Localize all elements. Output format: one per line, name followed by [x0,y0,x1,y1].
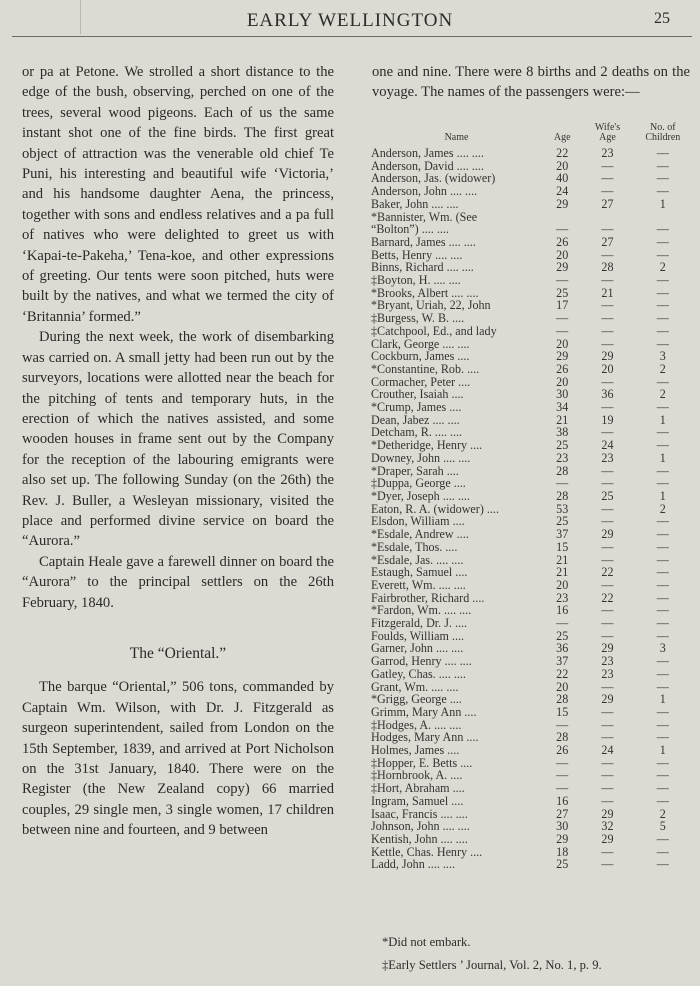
passenger-name: ‡Hornbrook, A. .... [371,768,463,783]
paragraph-farewell-dinner: Captain Heale gave a farewell dinner on board the “Aurora” to the principal settlers on the 26th February, 1840. [22,553,334,611]
passenger-age: 15 [556,704,569,719]
passenger-wife-age: 23 [601,450,614,465]
passenger-children: — [656,527,669,542]
passenger-name: Everett, Wm. .... .... [371,577,466,592]
passenger-children: — [656,463,669,478]
table-row [371,617,693,630]
passenger-wife-age: — [601,603,614,618]
children-line-2: Children [645,132,681,143]
passenger-age: 20 [556,577,569,592]
passenger-wife-age: — [601,768,614,783]
passenger-age: — [556,616,569,631]
passenger-age: — [556,476,569,491]
passenger-age: — [556,323,569,338]
table-row [371,566,693,579]
footnotes [382,931,692,977]
passenger-wife-age: — [601,463,614,478]
passenger-wife-age: — [601,857,614,872]
passenger-children: — [656,844,669,859]
table-row [371,236,693,249]
passenger-name: Cormacher, Peter .... [371,374,471,389]
passenger-wife-age: — [601,425,614,440]
passenger-wife-age: — [601,171,614,186]
passenger-age: 53 [556,501,569,516]
passenger-age: — [556,273,569,288]
passenger-age: 22 [556,666,569,681]
passenger-children: 1 [659,412,666,427]
passenger-wife-age: 24 [601,438,614,453]
passenger-children: 1 [659,488,666,503]
passenger-age: 20 [556,679,569,694]
passenger-table [371,123,693,871]
passenger-wife-age: — [601,336,614,351]
passenger-name: Ladd, John .... .... [371,857,455,872]
passenger-children: — [656,654,669,669]
passenger-children: — [656,552,669,567]
passenger-list-intro: one and nine. There were 8 births and 2 deaths on the voyage. The names of the passengers were:— [372,64,690,101]
passenger-children: — [656,704,669,719]
passenger-name: Elsdon, William .... [371,514,465,529]
passenger-wife-age: — [601,679,614,694]
passenger-wife-age: 27 [601,234,614,249]
passenger-children: — [656,565,669,580]
passenger-age: — [556,755,569,770]
passenger-name: *Crump, James .... [371,400,462,415]
passenger-name: *Brooks, Albert .... .... [371,285,479,300]
passenger-age: 23 [556,590,569,605]
column-header-name: Name [444,132,469,143]
passenger-name: Grant, Wm. .... .... [371,679,459,694]
passenger-wife-age: — [601,400,614,415]
passenger-children: — [656,425,669,440]
passenger-wife-age: — [601,755,614,770]
passenger-wife-age: 22 [601,565,614,580]
passenger-children: 1 [659,450,666,465]
passenger-name: *Detheridge, Henry .... [371,438,483,453]
passenger-age: 34 [556,400,569,415]
passenger-age: 21 [556,412,569,427]
passenger-wife-age: — [601,476,614,491]
passenger-age: 18 [556,844,569,859]
passenger-age: 28 [556,488,569,503]
passenger-age: 21 [556,565,569,580]
passenger-name: *Esdale, Thos. .... [371,539,458,554]
passenger-name: Anderson, David .... .... [371,158,484,173]
passenger-children: — [656,781,669,796]
passenger-name: Dean, Jabez .... .... [371,412,460,427]
passenger-children: 2 [659,806,666,821]
table-row [371,668,693,681]
passenger-name: Johnson, John .... .... [371,819,470,834]
passenger-children: — [656,476,669,491]
passenger-age: — [556,781,569,796]
passenger-children: — [656,158,669,173]
passenger-age: 22 [556,146,569,160]
passenger-name: Kentish, John .... .... [371,831,468,846]
passenger-wife-age: 23 [601,654,614,669]
section-heading-oriental: The “Oriental.” [129,644,227,662]
passenger-wife-age: 29 [601,349,614,364]
passenger-name: Binns, Richard .... .... [371,260,474,275]
passenger-children: 1 [659,692,666,707]
passenger-name: Hodges, Mary Ann .... [371,730,479,745]
passenger-age: 26 [556,743,569,758]
table-row [371,325,693,338]
passenger-children: 1 [659,196,666,211]
passenger-table-header [371,123,693,147]
table-row [371,401,693,414]
passenger-children: 3 [659,349,666,364]
passenger-name: ‡Catchpool, Ed., and lady [371,323,497,338]
passenger-children: — [656,273,669,288]
passenger-children: — [656,222,669,237]
passenger-name: ‡Hort, Abraham .... [371,781,465,796]
passenger-age: 26 [556,361,569,376]
table-row [371,439,693,452]
passenger-name: Betts, Henry .... .... [371,247,463,262]
passenger-age: 30 [556,819,569,834]
passenger-age: 29 [556,260,569,275]
passenger-age: 25 [556,628,569,643]
passenger-children: — [656,616,669,631]
passenger-wife-age: 20 [601,361,614,376]
passenger-children: — [656,590,669,605]
passenger-wife-age: 29 [601,831,614,846]
passenger-children: — [656,146,669,160]
passenger-children: — [656,171,669,186]
passenger-age: 37 [556,527,569,542]
passenger-name: Foulds, William .... [371,628,465,643]
passenger-children: — [656,247,669,262]
passenger-children: — [656,374,669,389]
table-row [371,782,693,795]
passenger-children: — [656,603,669,618]
passenger-wife-age: 24 [601,743,614,758]
passenger-wife-age: — [601,298,614,313]
passenger-age: 37 [556,654,569,669]
passenger-name: Crouther, Isaiah .... [371,387,464,402]
passenger-name: Clark, George .... .... [371,336,470,351]
passenger-age: 16 [556,603,569,618]
table-row [371,363,693,376]
table-row [371,274,693,287]
passenger-name: *Grigg, George .... [371,692,462,707]
passenger-name: *Dyer, Joseph .... .... [371,488,470,503]
running-header-title: EARLY WELLINGTON [246,10,454,31]
passenger-children: — [656,234,669,249]
passenger-name: “Bolton”) .... .... [371,222,449,237]
passenger-children: — [656,768,669,783]
passenger-wife-age: — [601,781,614,796]
passenger-children: — [656,285,669,300]
passenger-wife-age: 32 [601,819,614,834]
passenger-children: — [656,323,669,338]
passenger-age: 16 [556,793,569,808]
passenger-wife-age: — [601,552,614,567]
wife-age-line-1: Wife's [594,122,621,133]
passenger-wife-age: — [601,514,614,529]
passenger-wife-age: 29 [601,527,614,542]
passenger-age: 28 [556,730,569,745]
passenger-name: Downey, John .... .... [371,450,471,465]
wife-age-line-2: Age [599,132,616,143]
passenger-age: 25 [556,285,569,300]
passenger-name: ‡Duppa, George .... [371,476,466,491]
table-row [371,706,693,719]
passenger-wife-age: 29 [601,641,614,656]
passenger-name: Baker, John .... .... [371,196,459,211]
table-row [371,655,693,668]
passenger-name: Ingram, Samuel .... [371,793,464,808]
passenger-age: 28 [556,692,569,707]
passenger-children: — [656,857,669,872]
passenger-name: Anderson, Jas. (widower) [371,171,496,186]
passenger-age: 20 [556,247,569,262]
passenger-children: 3 [659,641,666,656]
passenger-wife-age: 23 [601,146,614,160]
paragraph-continued: or pa at Petone. We strolled a short distance to the edge of the bush, observing, perched on one of the trees, several wood pigeons. Each of us the same instant shot one of the fine birds. The first great object of attraction was the venerable old chief Te Puni, his interesting and beautiful wife ‘Victoria,’ and his handsome daughter Aena, the princess, together with sons and endless relatives and a pa full of natives who were delighted to greet us with ‘Kapai-te-Pakeha,’ Tena-koe, and other expressions of greeting. Our tents were soon pitched, huts were built by the natives, and what we termed the city of ‘Britannia’ formed.” [22,64,334,325]
table-row [371,528,693,541]
passenger-name: Fitzgerald, Dr. J. .... [371,616,468,631]
passenger-wife-age: — [601,730,614,745]
passenger-children: — [656,184,669,199]
passenger-wife-age: 22 [601,590,614,605]
passenger-name: *Esdale, Jas. .... .... [371,552,464,567]
table-row [371,833,693,846]
passenger-name: *Esdale, Andrew .... [371,527,469,542]
passenger-children: — [656,730,669,745]
passenger-age: 21 [556,552,569,567]
passenger-name: Isaac, Francis .... .... [371,806,468,821]
children-line-1: No. of [650,122,676,133]
passenger-children: — [656,628,669,643]
passenger-name: ‡Burgess, W. B. .... [371,311,465,326]
footnote-source: ‡Early Settlers ’ Journal, Vol. 2, No. 1, p. 9. [382,958,602,972]
passenger-wife-age: 25 [601,488,614,503]
passenger-name: Fairbrother, Richard .... [371,590,485,605]
passenger-age: 29 [556,349,569,364]
passenger-children: — [656,298,669,313]
passenger-children: — [656,679,669,694]
passenger-wife-age: — [601,222,614,237]
passenger-wife-age: — [601,616,614,631]
passenger-age: 27 [556,806,569,821]
passenger-children: 2 [659,361,666,376]
passenger-age: 25 [556,857,569,872]
passenger-rows [371,147,693,871]
passenger-age: 29 [556,196,569,211]
passenger-wife-age: 29 [601,806,614,821]
passenger-children: 1 [659,743,666,758]
passenger-name: Barnard, James .... .... [371,234,476,249]
passenger-age: — [556,222,569,237]
passenger-name: *Draper, Sarah .... [371,463,459,478]
table-row [371,490,693,503]
passenger-children: — [656,577,669,592]
passenger-name: Anderson, James .... .... [371,146,484,160]
passenger-children: — [656,666,669,681]
table-row [371,198,693,211]
passenger-children: — [656,400,669,415]
table-row [371,147,693,160]
passenger-children: — [656,438,669,453]
table-row [371,185,693,198]
passenger-wife-age: — [601,577,614,592]
table-row [371,579,693,592]
passenger-name: Detcham, R. .... .... [371,425,463,440]
passenger-age: — [556,768,569,783]
passenger-name: Garner, John .... .... [371,641,464,656]
passenger-wife-age: — [601,273,614,288]
column-header-wife-age [582,123,632,147]
paragraph-disembarking: During the next week, the work of disembarking was carried on. A small jetty had been run out by the surveyors, locations were allotted near the beach for the pitching of tents and temporary huts, in the erection of which the natives assisted, and some wooden houses in frame sent out by the Company for the reception of the labouring emigrants were also set up. The following Sunday (on the 26th) the Rev. J. Buller, a Wesleyan missionary, visited the place and performed divine service on board the “Aurora.” [22,329,334,550]
passenger-wife-age: — [601,184,614,199]
table-row [371,744,693,757]
passenger-age: 24 [556,184,569,199]
passenger-age: 40 [556,171,569,186]
passenger-age: 15 [556,539,569,554]
passenger-children: — [656,311,669,326]
footnote-did-not-embark: *Did not embark. [382,935,471,949]
passenger-wife-age: 29 [601,692,614,707]
passenger-age: 29 [556,831,569,846]
passenger-children: — [656,793,669,808]
passenger-age: 26 [556,234,569,249]
passenger-wife-age: — [601,704,614,719]
passenger-age: 17 [556,298,569,313]
passenger-name: Grimm, Mary Ann .... [371,704,477,719]
column-header-children [633,123,693,147]
table-row [371,312,693,325]
left-text-column [22,62,334,841]
table-row [371,452,693,465]
passenger-wife-age: — [601,501,614,516]
passenger-wife-age: — [601,311,614,326]
passenger-children: — [656,831,669,846]
passenger-age: 36 [556,641,569,656]
paragraph-oriental: The barque “Oriental,” 506 tons, commanded by Captain Wm. Wilson, with Dr. J. Fitzgerald as surgeon superintendent, sailed from London on the 15th September, 1839, and arrived at Port Nicholson on the 31st January, 1840. There were on the Register (the New Zealand copy) 66 married couples, 29 single men, 3 single women, 17 children between nine and fourteen, and 9 between [22,679,334,839]
passenger-wife-age: — [601,844,614,859]
passenger-wife-age: — [601,539,614,554]
passenger-children: — [656,336,669,351]
passenger-children: 2 [659,501,666,516]
passenger-name: Garrod, Henry .... .... [371,654,472,669]
passenger-name: ‡Hopper, E. Betts .... [371,755,473,770]
passenger-wife-age: 19 [601,412,614,427]
passenger-wife-age: — [601,158,614,173]
passenger-wife-age: — [601,247,614,262]
passenger-wife-age: — [601,323,614,338]
passenger-children: 2 [659,387,666,402]
passenger-wife-age: 28 [601,260,614,275]
passenger-children: — [656,539,669,554]
passenger-children: — [656,717,669,732]
passenger-name: ‡Boyton, H. .... .... [371,273,461,288]
passenger-name: *Fardon, Wm. .... .... [371,603,472,618]
table-row [371,541,693,554]
passenger-name: Eaton, R. A. (widower) .... [371,501,499,516]
passenger-children: — [656,514,669,529]
passenger-name: ‡Hodges, A. .... .... [371,717,462,732]
passenger-age: 20 [556,374,569,389]
passenger-wife-age: 21 [601,285,614,300]
passenger-age: 38 [556,425,569,440]
passenger-name: Anderson, John .... .... [371,184,478,199]
passenger-wife-age: 27 [601,196,614,211]
passenger-wife-age: — [601,374,614,389]
passenger-wife-age: — [601,717,614,732]
passenger-age: 28 [556,463,569,478]
passenger-name: Estaugh, Samuel .... [371,565,468,580]
passenger-wife-age: 23 [601,666,614,681]
passenger-wife-age: — [601,628,614,643]
passenger-age: 25 [556,514,569,529]
passenger-age: 25 [556,438,569,453]
passenger-age: — [556,717,569,732]
passenger-name: *Constantine, Rob. .... [371,361,480,376]
table-row [371,795,693,808]
passenger-wife-age: 36 [601,387,614,402]
passenger-name: Holmes, James .... [371,743,460,758]
passenger-age: 20 [556,158,569,173]
passenger-age: — [556,311,569,326]
passenger-children: 2 [659,260,666,275]
passenger-wife-age: — [601,793,614,808]
passenger-name: Cockburn, James .... [371,349,470,364]
passenger-age: 23 [556,450,569,465]
passenger-children: 5 [659,819,666,834]
page-number: 25 [654,10,670,27]
header-rule [12,36,692,37]
passenger-children: — [656,755,669,770]
passenger-name: *Bryant, Uriah, 22, John [371,298,491,313]
passenger-name: Kettle, Chas. Henry .... [371,844,483,859]
passenger-age: 30 [556,387,569,402]
passenger-age: 20 [556,336,569,351]
passenger-name: Gatley, Chas. .... .... [371,666,466,681]
table-row [371,858,693,871]
passenger-name: *Bannister, Wm. (See [371,209,478,224]
column-header-age: Age [553,132,571,143]
